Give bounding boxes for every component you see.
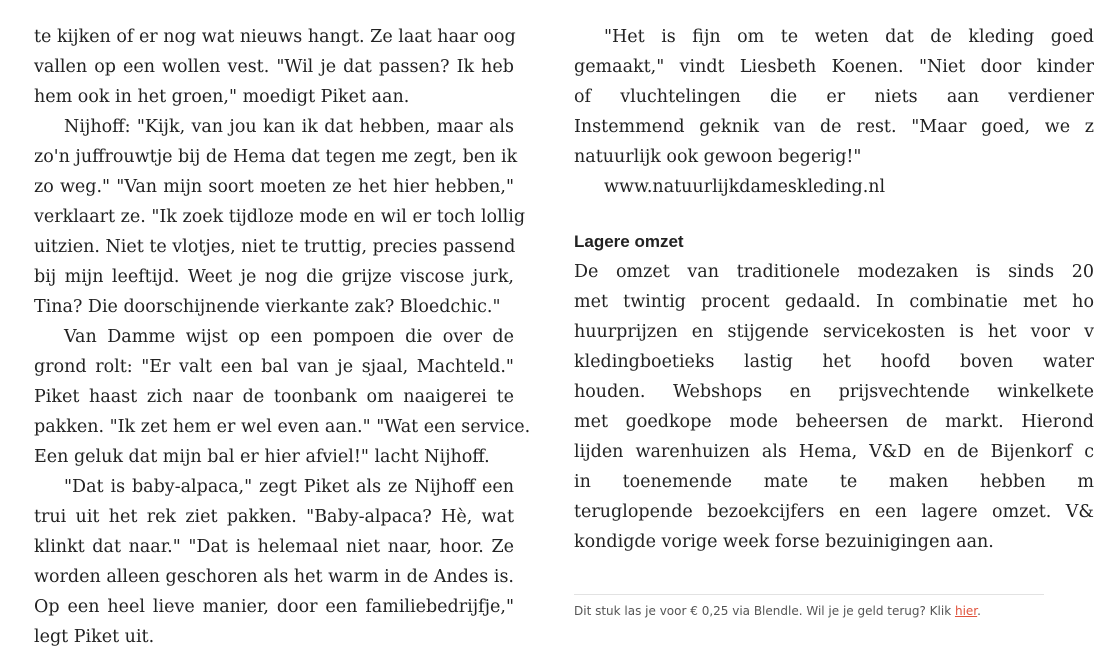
text-line: te kijken of er nog wat nieuws hangt. Ze laat haar oog: [34, 27, 516, 47]
text-line: grond rolt: "Er valt een bal van je sjaal, Machteld.": [34, 357, 514, 377]
website-line: www.natuurlijkdameskleding.nl: [604, 177, 886, 197]
text-line: vallen op een wollen vest. "Wil je dat passen? Ik heb: [34, 57, 514, 77]
section-line: in toenemende mate te maken hebben m: [574, 472, 1094, 492]
text-line: zo weg." "Van mijn soort moeten ze het hier hebben,": [34, 177, 514, 197]
text-line: Tina? Die doorschijnende vierkante zak? Bloedchic.": [34, 297, 501, 317]
text-line: trui uit het rek ziet pakken. "Baby-alpaca? Hè, wat: [34, 507, 514, 527]
text-line: pakken. "Ik zet hem er wel even aan." "Wat een service.: [34, 417, 531, 437]
quote-line: gemaakt," vindt Liesbeth Koenen. "Niet door kinder: [574, 57, 1094, 77]
refund-link[interactable]: hier: [954, 604, 978, 618]
blendle-footer: [574, 604, 981, 618]
text-line: "Dat is baby-alpaca," zegt Piket als ze Nijhoff een: [64, 477, 514, 497]
section-line: met twintig procent gedaald. In combinatie met ho: [574, 292, 1094, 312]
section-line: met goedkope mode beheersen de markt. Hierond: [574, 412, 1094, 432]
section-line: kledingboetieks lastig het hoofd boven water: [574, 352, 1094, 372]
section-line: De omzet van traditionele modezaken is sinds 20: [574, 262, 1094, 282]
section-line: houden. Webshops en prijsvechtende winkelkete: [574, 382, 1094, 402]
section-line: lijden warenhuizen als Hema, V&D en de Bijenkorf c: [574, 442, 1094, 462]
quote-line: Instemmend geknik van de rest. "Maar goed, we z: [574, 117, 1094, 137]
quote-line: of vluchtelingen die er niets aan verdiener: [574, 87, 1094, 107]
footer-text: Dit stuk las je voor € 0,25 via Blendle. Wil je je geld terug? Klik: [574, 604, 955, 618]
text-line: Piket haast zich naar de toonbank om naaigerei te: [34, 387, 514, 407]
text-line: Een geluk dat mijn bal er hier afviel!" lacht Nijhoff.: [34, 447, 490, 467]
quote-line: natuurlijk ook gewoon begerig!": [574, 147, 862, 167]
text-line: zo'n juffrouwtje bij de Hema dat tegen me zegt, ben ik: [34, 147, 518, 167]
text-line: worden alleen geschoren als het warm in de Andes is.: [34, 567, 514, 587]
text-line: Van Damme wijst op een pompoen die over de: [64, 327, 514, 347]
text-line: Op een heel lieve manier, door een familiebedrijfje,": [34, 597, 514, 617]
text-line: legt Piket uit.: [34, 627, 155, 647]
quote-line: "Het is fijn om te weten dat de kleding goed: [604, 27, 1094, 47]
text-line: Nijhoff: "Kijk, van jou kan ik dat hebben, maar als: [64, 117, 514, 137]
text-line: hem ook in het groen," moedigt Piket aan.: [34, 87, 410, 107]
right-column: [574, 22, 1094, 557]
text-line: bij mijn leeftijd. Weet je nog die grijze viscose jurk,: [34, 267, 514, 287]
section-line: huurprijzen en stijgende servicekosten is het voor v: [574, 322, 1094, 342]
footer-suffix: .: [977, 604, 981, 618]
left-column: [34, 22, 531, 652]
section-line: teruglopende bezoekcijfers en een lagere omzet. V&: [574, 502, 1094, 522]
footer-divider: [574, 594, 1044, 595]
text-line: uitzien. Niet te vlotjes, niet te truttig, precies passend: [34, 237, 516, 257]
text-line: klinkt dat naar." "Dat is helemaal niet naar, hoor. Ze: [34, 537, 514, 557]
text-line: verklaart ze. "Ik zoek tijdloze mode en wil er toch lollig: [34, 207, 526, 227]
section-heading: Lagere omzet: [574, 232, 684, 251]
section-line: kondigde vorige week forse bezuinigingen aan.: [574, 532, 994, 552]
